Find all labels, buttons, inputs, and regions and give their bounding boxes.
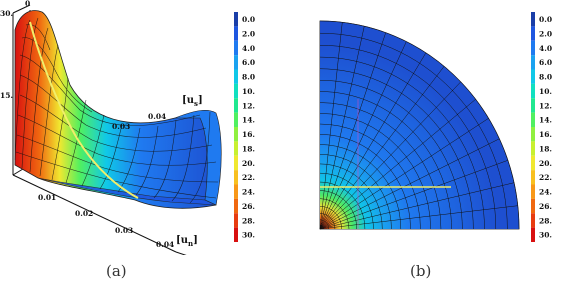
colorbar-tick-label: 26. — [242, 201, 256, 211]
colorbar-tick-label: 12. — [539, 101, 553, 111]
colorbar-swatch — [234, 41, 238, 55]
colorbar-swatch — [531, 84, 535, 98]
z-tick-30: 30. — [0, 9, 14, 18]
colorbar-swatch — [531, 185, 535, 199]
us-tick-0.03: 0.03 — [112, 122, 131, 131]
colorbar-tick-label: 22. — [242, 173, 256, 183]
colorbar-tick-label: 20. — [539, 158, 553, 168]
panel-b-contour-plot — [316, 17, 541, 242]
un-tick-0.02: 0.02 — [75, 209, 94, 218]
un-tick-0.03: 0.03 — [115, 226, 134, 235]
colorbar-swatch — [531, 199, 535, 213]
colorbar-tick-label: 28. — [242, 216, 256, 226]
colorbar-tick-label: 30. — [242, 230, 256, 240]
colorbar-swatch — [234, 156, 238, 170]
colorbar-swatch — [234, 26, 238, 40]
colorbar-swatch — [234, 213, 238, 227]
colorbar-swatch — [531, 70, 535, 84]
colorbar-tick-label: 12. — [242, 101, 256, 111]
surface-mesh — [15, 11, 221, 209]
colorbar-swatch — [234, 55, 238, 69]
colorbar-tick-label: 24. — [242, 187, 256, 197]
colorbar-swatch — [531, 113, 535, 127]
colorbar-swatch — [234, 84, 238, 98]
colorbar-tick-label: 22. — [539, 173, 553, 183]
colorbar-swatch — [234, 228, 238, 242]
colorbar-swatch — [531, 12, 535, 26]
colorbar-tick-label: 26. — [539, 201, 553, 211]
colorbar-tick-label: 6.0 — [242, 58, 256, 68]
colorbar-swatch — [234, 170, 238, 184]
colorbar-tick-label: 28. — [539, 216, 553, 226]
colorbar-tick-label: 0.0 — [539, 15, 553, 25]
colorbar-swatch — [234, 141, 238, 155]
colorbar-swatch — [531, 156, 535, 170]
colorbar-swatch — [531, 213, 535, 227]
colorbar-tick-label: 4.0 — [539, 43, 553, 53]
colorbar-tick-label: 8.0 — [242, 72, 256, 82]
colorbar-swatch — [234, 113, 238, 127]
colorbar-swatch — [531, 98, 535, 112]
colorbar-swatch — [531, 41, 535, 55]
colorbar-tick-label: 4.0 — [242, 43, 256, 53]
us-axis-label: $[u_s]$ — [182, 95, 203, 108]
un-axis-label: $[u_n]$ — [176, 235, 198, 248]
colorbar-tick-label: 18. — [242, 144, 256, 154]
colorbar-tick-label: 14. — [539, 115, 553, 125]
colorbar-tick-label: 0.0 — [242, 15, 256, 25]
caption-a: (a) — [106, 262, 127, 280]
colorbar-tick-label: 20. — [242, 158, 256, 168]
colorbar-tick-label: 16. — [242, 130, 256, 140]
colorbar-tick-label: 14. — [242, 115, 256, 125]
colorbar-tick-label: 2.0 — [242, 29, 256, 39]
colorbar-tick-label: 10. — [242, 86, 256, 96]
caption-b: (b) — [410, 262, 432, 280]
colorbar-tick-label: 10. — [539, 86, 553, 96]
colorbar-swatch — [531, 228, 535, 242]
colorbar-swatch — [531, 127, 535, 141]
colorbar-swatch — [234, 98, 238, 112]
colorbar-swatch — [531, 141, 535, 155]
colorbar-swatch — [234, 127, 238, 141]
colorbar-tick-label: 18. — [539, 144, 553, 154]
colorbar-tick-label: 30. — [539, 230, 553, 240]
colorbar-swatch — [234, 12, 238, 26]
colorbar-tick-label: 6.0 — [539, 58, 553, 68]
colorbar-tick-label: 16. — [539, 130, 553, 140]
panel-a-colorbar — [233, 12, 263, 242]
un-tick-0.04: 0.04 — [156, 240, 175, 249]
colorbar-swatch — [531, 170, 535, 184]
z-tick-15: 15. — [0, 91, 14, 100]
colorbar-swatch — [531, 26, 535, 40]
z-tick-top: 0 — [25, 0, 31, 8]
colorbar-swatch — [234, 185, 238, 199]
us-tick-0.04: 0.04 — [148, 112, 167, 121]
colorbar-swatch — [234, 70, 238, 84]
colorbar-swatch — [531, 55, 535, 69]
colorbar-tick-label: 24. — [539, 187, 553, 197]
colorbar-tick-label: 8.0 — [539, 72, 553, 82]
colorbar-swatch — [234, 199, 238, 213]
panel-b-colorbar — [530, 12, 560, 242]
colorbar-tick-label: 2.0 — [539, 29, 553, 39]
un-tick-0.01: 0.01 — [38, 193, 57, 202]
